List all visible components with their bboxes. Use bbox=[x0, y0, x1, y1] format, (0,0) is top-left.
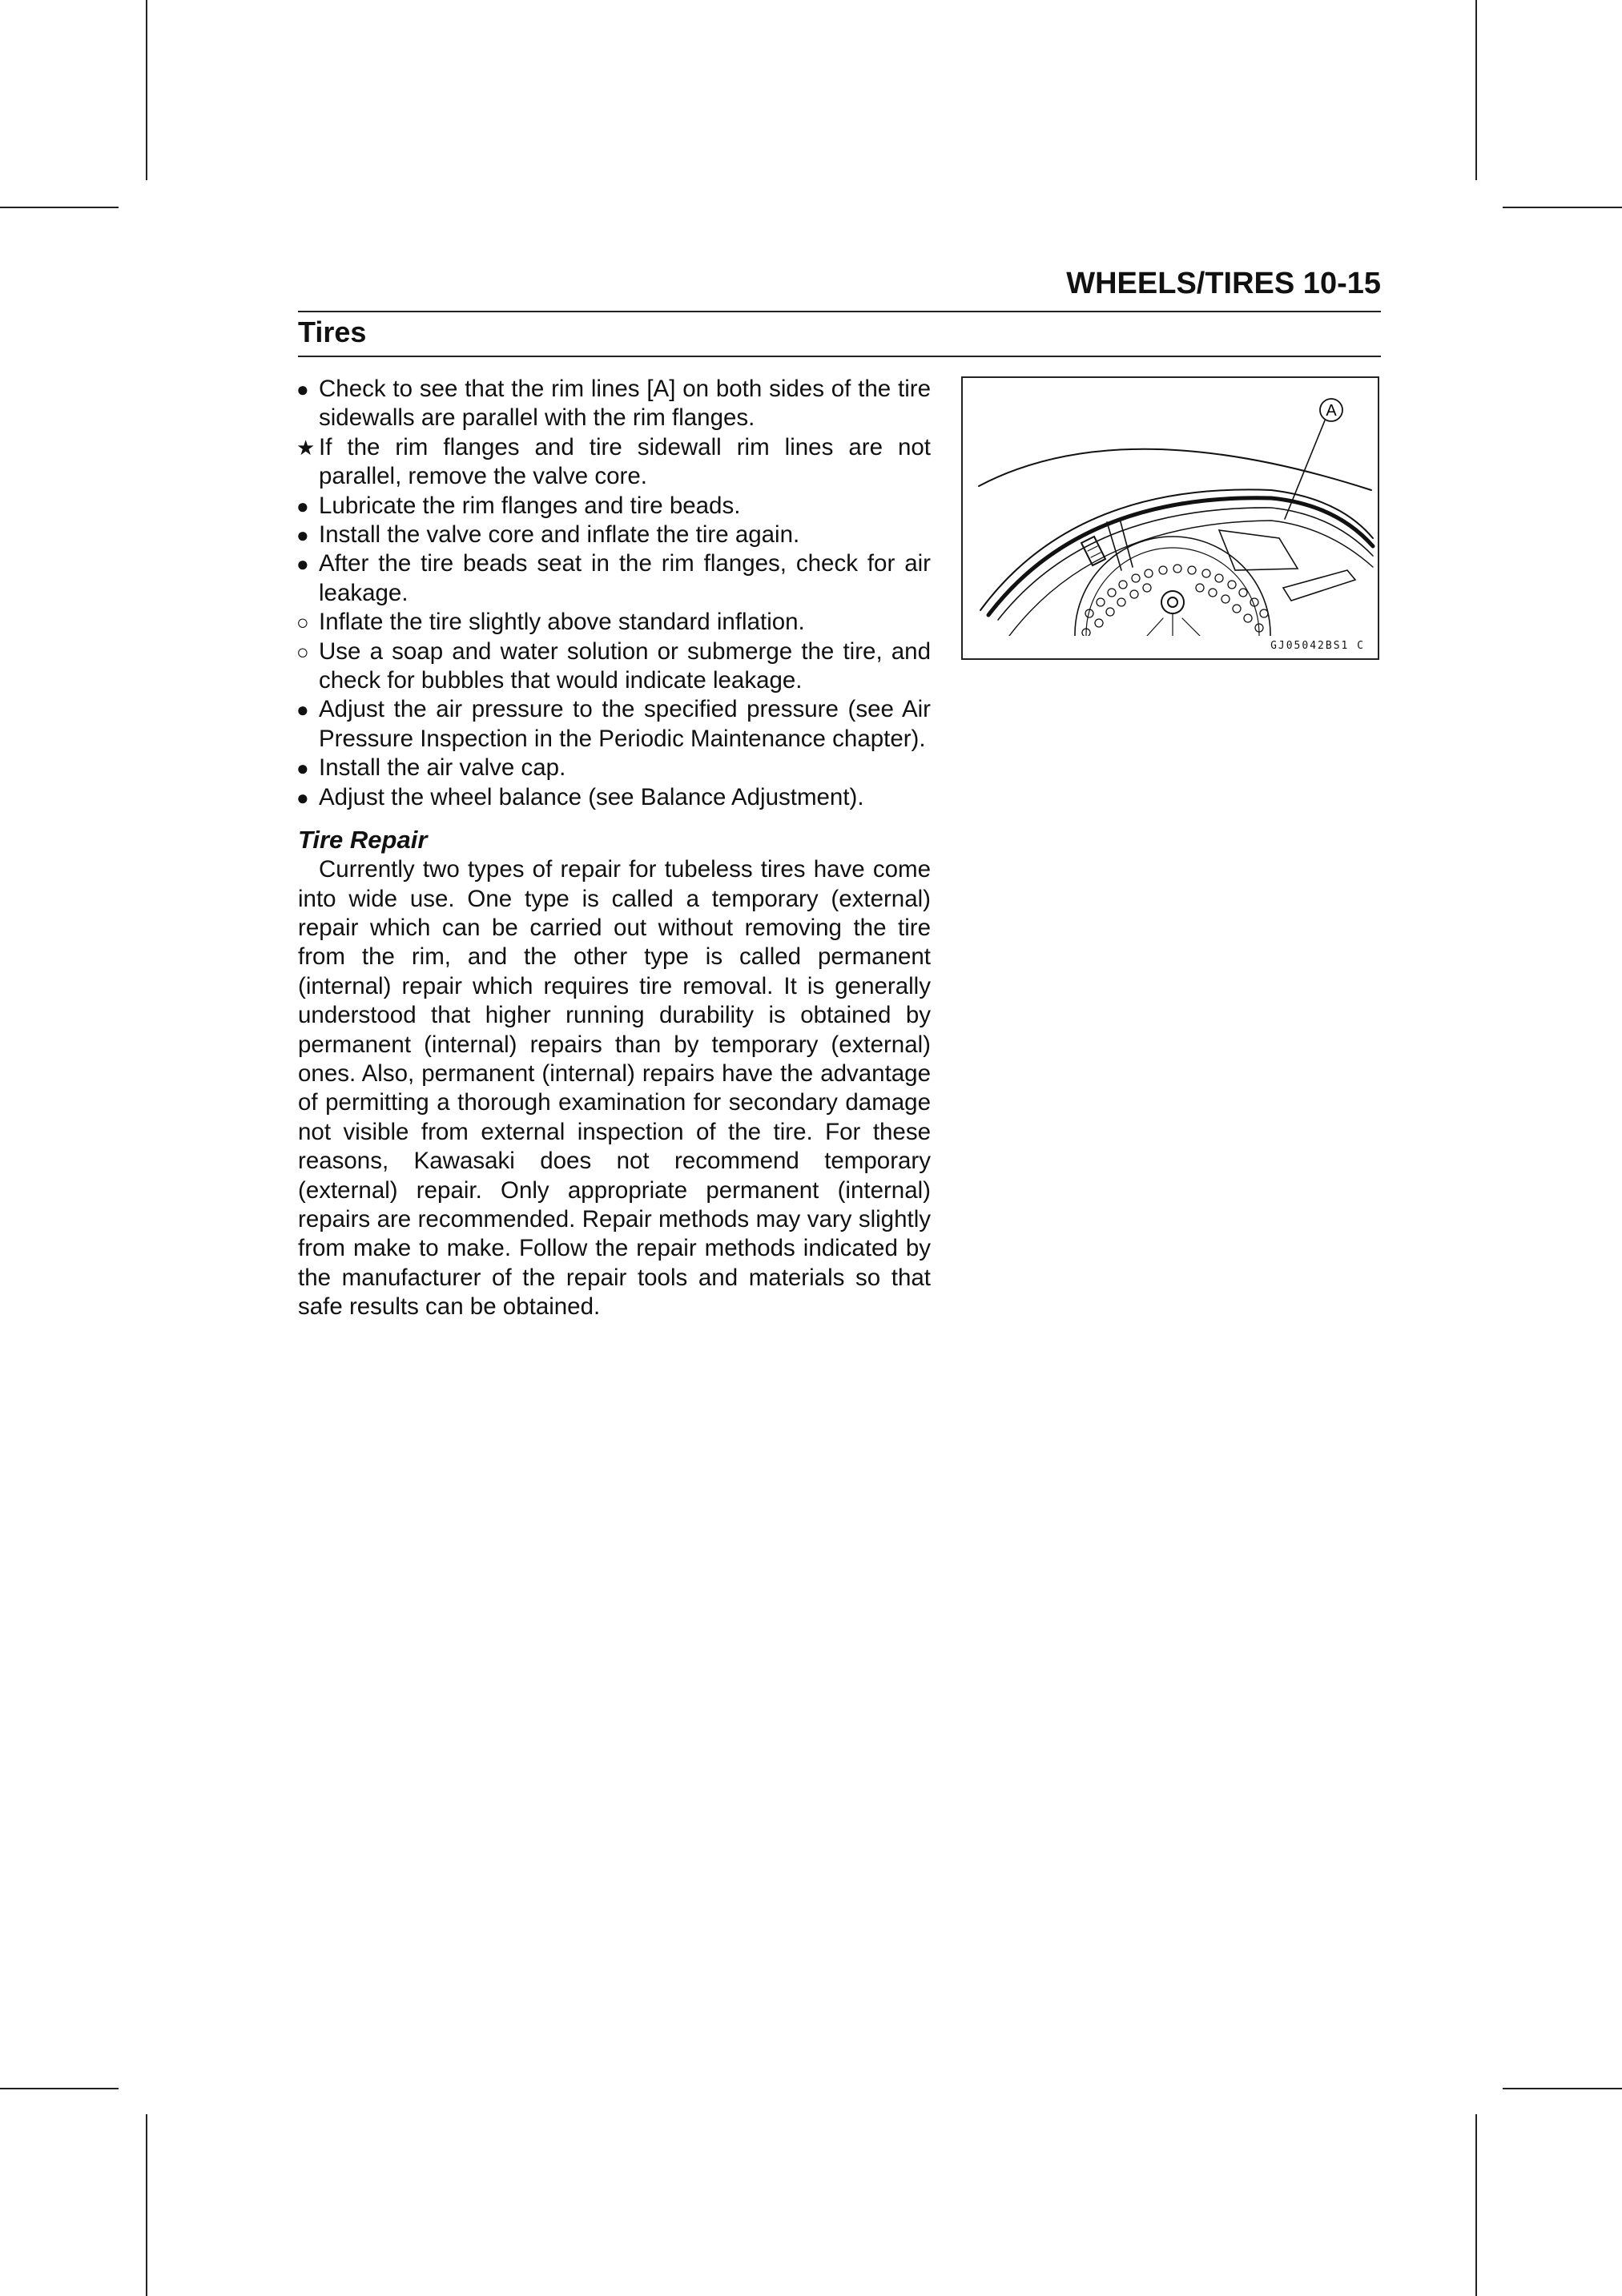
step-text: Use a soap and water solution or submerge the tire, and check for bubbles that would indicate leakage. bbox=[319, 637, 931, 694]
step-bullet-icon: ● bbox=[296, 493, 309, 518]
valve-stem bbox=[1081, 537, 1105, 565]
step-text: After the tire beads seat in the rim flanges, check for air leakage. bbox=[319, 550, 931, 606]
step-item bbox=[298, 783, 931, 812]
step-text: Install the air valve cap. bbox=[319, 754, 566, 782]
wheel-illustration bbox=[963, 378, 1378, 658]
step-bullet-icon: ● bbox=[296, 552, 309, 577]
step-bullet-icon: ● bbox=[296, 785, 309, 810]
step-text: Inflate the tire slightly above standard inflation. bbox=[319, 609, 805, 636]
step-item bbox=[298, 375, 931, 433]
step-text: Adjust the air pressure to the specified pressure (see Air Pressure Inspection in the Periodic Maintenance chapter). bbox=[319, 696, 931, 752]
wheel-spoke bbox=[1219, 530, 1298, 570]
brake-disc-holes bbox=[1082, 565, 1268, 637]
header-rule bbox=[298, 311, 1381, 312]
wheel-spoke bbox=[1283, 570, 1355, 601]
crop-mark bbox=[146, 0, 147, 180]
step-text: Lubricate the rim flanges and tire beads. bbox=[319, 492, 741, 519]
step-item bbox=[298, 549, 931, 608]
step-bullet-icon: ● bbox=[296, 698, 309, 722]
step-text: Check to see that the rim lines [A] on both sides of the tire sidewalls are parallel with the rim flanges. bbox=[319, 376, 931, 432]
wheel-spoke bbox=[1107, 519, 1133, 570]
rim-inner bbox=[998, 508, 1373, 620]
crop-mark bbox=[1503, 207, 1622, 208]
step-item bbox=[298, 637, 931, 696]
callout-label: A bbox=[1326, 402, 1337, 420]
step-text: Install the valve core and inflate the tire again. bbox=[319, 521, 800, 549]
wheel-hub bbox=[1161, 591, 1184, 613]
tire-rim-figure bbox=[961, 376, 1379, 660]
step-item bbox=[298, 754, 931, 782]
step-item bbox=[298, 695, 931, 754]
procedure-steps bbox=[298, 375, 931, 812]
section-rule bbox=[298, 356, 1381, 357]
text-column bbox=[298, 375, 931, 1322]
crop-mark bbox=[1475, 2114, 1477, 2296]
crop-mark bbox=[0, 207, 119, 208]
step-star-icon: ★ bbox=[296, 435, 316, 460]
step-item bbox=[298, 433, 931, 492]
figure-code: GJ05042BS1 C bbox=[1270, 640, 1365, 652]
crop-mark bbox=[0, 2088, 119, 2089]
step-item bbox=[298, 492, 931, 521]
crop-mark bbox=[1475, 0, 1477, 180]
step-item bbox=[298, 608, 931, 637]
step-text: Adjust the wheel balance (see Balance Adjustment). bbox=[319, 783, 864, 810]
step-bullet-icon: ● bbox=[296, 377, 309, 401]
subsection-title: Tire Repair bbox=[298, 826, 428, 854]
tire-repair-paragraph: Currently two types of repair for tubeless tires have come into wide use. One type is called a temporary (external) repair which can be carried out without removing the tire from the rim, and the other type is called permanent (internal) repair which requires tire removal. It is generally understood that higher running durability is obtained by permanent (internal) repairs than by temporary (external) ones. Also, permanent (internal) repairs have the advantage of permitting a thorough examination for secondary damage not visible from external inspection of the tire. For these reasons, Kawasaki does not recommend temporary (external) repair. Only appropriate permanent (internal) repairs are recommended. Repair methods may vary slightly from make to make. Follow the repair methods indicated by the manufacturer of the repair tools and materials so that safe results can be obtained. bbox=[298, 856, 931, 1321]
section-title: Tires bbox=[298, 316, 367, 348]
step-text: If the rim flanges and tire sidewall rim lines are not parallel, remove the valve core. bbox=[319, 433, 931, 490]
step-bullet-icon: ● bbox=[296, 756, 309, 781]
running-head: WHEELS/TIRES 10-15 bbox=[1066, 267, 1381, 300]
step-bullet-icon: ● bbox=[296, 523, 309, 548]
step-substep-icon: ○ bbox=[296, 610, 309, 635]
step-item bbox=[298, 521, 931, 549]
tire-outline bbox=[979, 449, 1371, 490]
crop-mark bbox=[146, 2114, 147, 2296]
step-substep-icon: ○ bbox=[296, 639, 309, 664]
crop-mark bbox=[1503, 2088, 1622, 2089]
